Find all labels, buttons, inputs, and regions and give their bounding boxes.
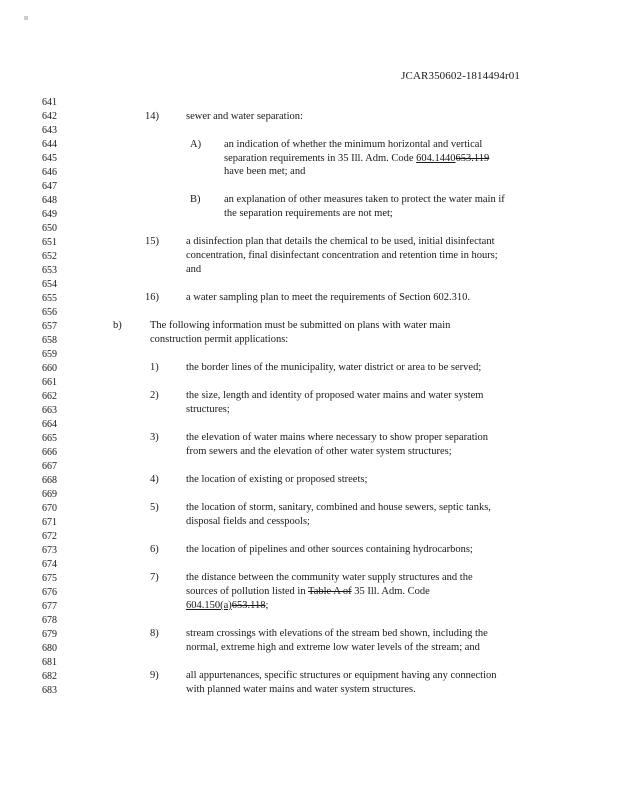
item-text: and	[186, 264, 202, 275]
item-text: a water sampling plan to meet the requirements of Section 602.310.	[186, 292, 471, 303]
line-number: 647	[42, 181, 57, 192]
item-label: A)	[190, 139, 202, 150]
item-label: 8)	[150, 628, 159, 639]
item-text: the separation requirements are not met;	[224, 208, 393, 219]
line-number: 661	[42, 377, 57, 388]
item-text: the size, length and identity of proposed water mains and water system	[186, 390, 484, 401]
item-label: 9)	[150, 670, 159, 681]
scan-mark	[24, 16, 28, 20]
item-text: construction permit applications:	[150, 334, 289, 345]
item-text: the border lines of the municipality, water district or area to be served;	[186, 362, 482, 373]
item-label: 16)	[145, 292, 159, 303]
line-number: 677	[42, 601, 57, 612]
item-text: the elevation of water mains where necessary to show proper separation	[186, 432, 489, 443]
item-label: 15)	[145, 236, 159, 247]
line-number: 648	[42, 195, 57, 206]
item-text: separation requirements in 35 Ill. Adm. Code 604.1440653.119	[224, 153, 490, 164]
item-text: an indication of whether the minimum horizontal and vertical	[224, 139, 483, 150]
item-text: the distance between the community water supply structures and the	[186, 572, 473, 583]
item-text: all appurtenances, specific structures or equipment having any connection	[186, 670, 497, 681]
line-number: 682	[42, 671, 57, 682]
line-number: 660	[42, 363, 57, 374]
document-id: JCAR350602-1814494r01	[401, 70, 520, 82]
item-text: normal, extreme high and extreme low water levels of the stream; and	[186, 642, 480, 653]
inserted-text: 604.1440	[416, 153, 456, 164]
line-number: 672	[42, 531, 57, 542]
line-number: 668	[42, 475, 57, 486]
line-number: 656	[42, 307, 57, 318]
line-number: 675	[42, 573, 57, 584]
item-text: the location of pipelines and other sources containing hydrocarbons;	[186, 544, 473, 555]
item-label: 5)	[150, 502, 159, 513]
deleted-text: 653.118	[231, 600, 266, 611]
item-label: b)	[113, 320, 122, 331]
item-text: the location of existing or proposed streets;	[186, 474, 368, 485]
line-number: 642	[42, 111, 57, 122]
item-text: The following information must be submitted on plans with water main	[150, 320, 451, 331]
item-text: a disinfection plan that details the chemical to be used, initial disinfectant	[186, 236, 495, 247]
line-number: 667	[42, 461, 57, 472]
line-number: 652	[42, 251, 57, 262]
line-number: 678	[42, 615, 57, 626]
item-label: 14)	[145, 111, 159, 122]
line-number: 659	[42, 349, 57, 360]
line-number: 663	[42, 405, 57, 416]
item-text: sewer and water separation:	[186, 111, 303, 122]
item-text: an explanation of other measures taken to protect the water main if	[224, 194, 505, 205]
item-label: 3)	[150, 432, 159, 443]
line-number: 662	[42, 391, 57, 402]
item-text: disposal fields and cesspools;	[186, 516, 310, 527]
line-number: 664	[42, 419, 57, 430]
inserted-text: 604.150(a)	[186, 600, 232, 611]
item-label: 2)	[150, 390, 159, 401]
line-number: 673	[42, 545, 57, 556]
line-number: 683	[42, 685, 57, 696]
line-number: 643	[42, 125, 57, 136]
line-number: 657	[42, 321, 57, 332]
line-number: 676	[42, 587, 57, 598]
line-number: 680	[42, 643, 57, 654]
line-number: 646	[42, 167, 57, 178]
line-number: 650	[42, 223, 57, 234]
item-text: 604.150(a)653.118;	[186, 600, 269, 611]
line-number: 654	[42, 279, 57, 290]
line-number: 644	[42, 139, 57, 150]
item-label: 1)	[150, 362, 159, 373]
item-label: 6)	[150, 544, 159, 555]
item-label: B)	[190, 194, 201, 205]
line-number: 674	[42, 559, 57, 570]
line-number: 669	[42, 489, 57, 500]
item-text: sources of pollution listed in Table A of 35 Ill. Adm. Code	[186, 586, 430, 597]
line-number: 651	[42, 237, 57, 248]
line-number: 670	[42, 503, 57, 514]
line-number: 681	[42, 657, 57, 668]
line-number: 655	[42, 293, 57, 304]
line-number: 649	[42, 209, 57, 220]
line-number: 666	[42, 447, 57, 458]
item-text: stream crossings with elevations of the stream bed shown, including the	[186, 628, 488, 639]
line-number: 653	[42, 265, 57, 276]
item-text: the location of storm, sanitary, combined and house sewers, septic tanks,	[186, 502, 491, 513]
deleted-text: 653.119	[455, 153, 490, 164]
line-number: 679	[42, 629, 57, 640]
line-number: 645	[42, 153, 57, 164]
line-number: 665	[42, 433, 57, 444]
item-text: with planned water mains and water system structures.	[186, 684, 416, 695]
line-number: 658	[42, 335, 57, 346]
item-text: have been met; and	[224, 166, 306, 177]
line-number: 641	[42, 97, 57, 108]
item-label: 4)	[150, 474, 159, 485]
item-label: 7)	[150, 572, 159, 583]
item-text: from sewers and the elevation of other water system structures;	[186, 446, 452, 457]
item-text: structures;	[186, 404, 230, 415]
deleted-text: Table A of	[308, 586, 352, 597]
line-number: 671	[42, 517, 57, 528]
item-text: concentration, final disinfectant concentration and retention time in hours;	[186, 250, 498, 261]
